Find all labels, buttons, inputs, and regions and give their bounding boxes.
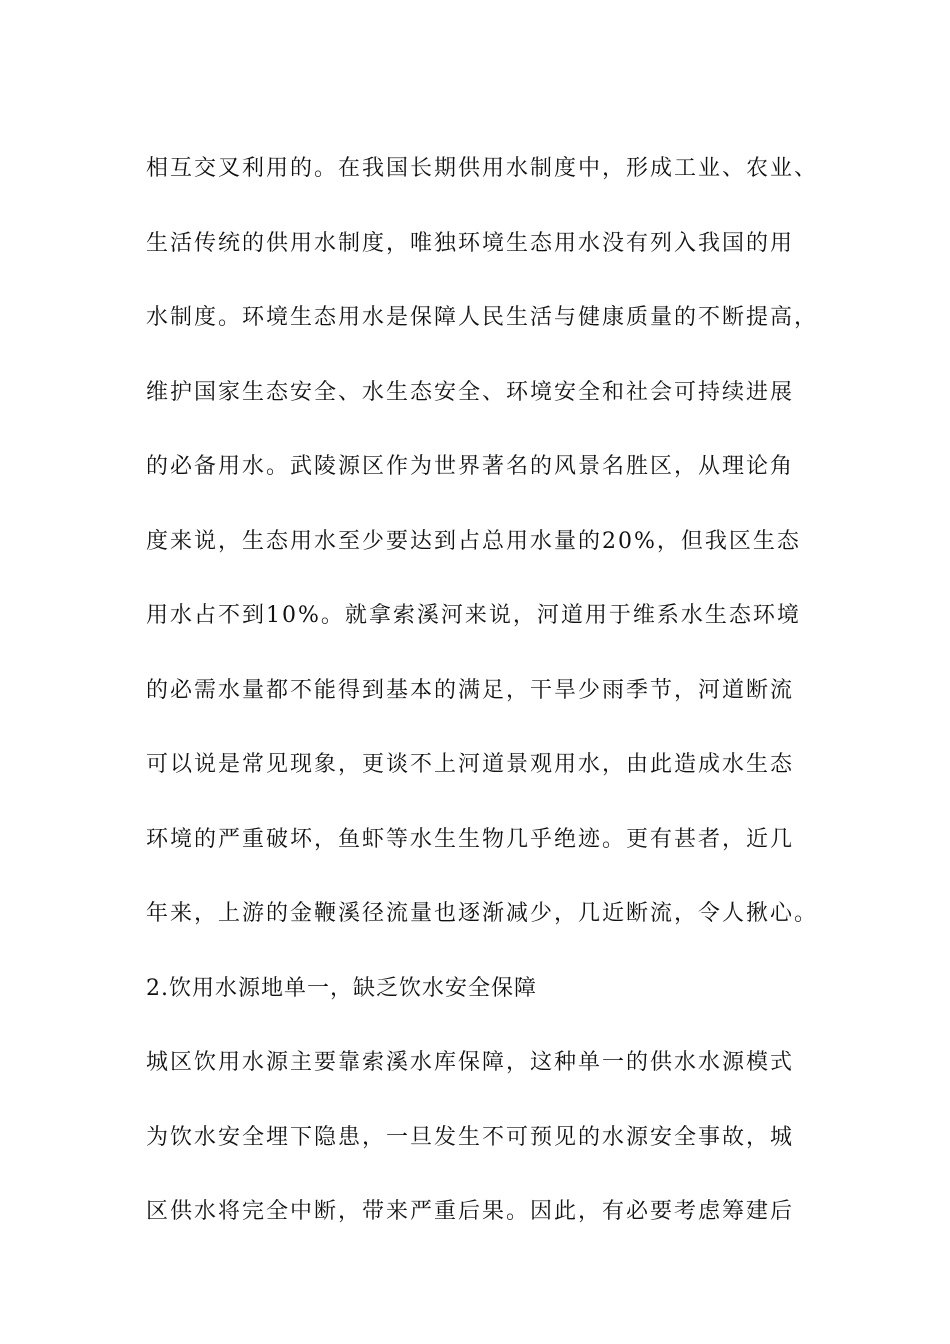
paragraph-line: 用水占不到10%。就拿索溪河来说，河道用于维系水生态环境 xyxy=(146,603,801,628)
paragraph-line: 环境的严重破坏，鱼虾等水生生物几乎绝迹。更有甚者，近几 xyxy=(146,826,795,852)
paragraph-line: 区供水将完全中断，带来严重后果。因此，有必要考虑筹建后 xyxy=(146,1199,795,1224)
body-text xyxy=(146,132,836,1250)
paragraph-line: 可以说是常见现象，更谈不上河道景观用水，由此造成水生态 xyxy=(146,752,795,777)
paragraph-line: 相互交叉利用的。在我国长期供用水制度中，形成工业、农业、 xyxy=(146,156,819,181)
paragraph-line: 城区饮用水源主要靠索溪水库保障，这种单一的供水水源模式 xyxy=(146,1050,795,1075)
paragraph-line: 维护国家生态安全、水生态安全、环境安全和社会可持续进展 xyxy=(146,379,795,405)
section-heading: 2.饮用水源地单一，缺乏饮水安全保障 xyxy=(146,975,537,1001)
paragraph-line: 为饮水安全埋下隐患，一旦发生不可预见的水源安全事故，城 xyxy=(146,1124,795,1150)
paragraph-line: 的必需水量都不能得到基本的满足，干旱少雨季节，河道断流 xyxy=(146,677,795,703)
paragraph-line: 水制度。环境生态用水是保障人民生活与健康质量的不断提高， xyxy=(146,305,819,330)
paragraph-line: 生活传统的供用水制度，唯独环境生态用水没有列入我国的用 xyxy=(146,230,795,256)
paragraph-line: 度来说，生态用水至少要达到占总用水量的20%，但我区生态 xyxy=(146,528,801,554)
paragraph-line: 年来，上游的金鞭溪径流量也逐渐减少，几近断流，令人揪心。 xyxy=(146,901,819,926)
paragraph-line: 的必备用水。武陵源区作为世界著名的风景名胜区，从理论角 xyxy=(146,454,795,479)
